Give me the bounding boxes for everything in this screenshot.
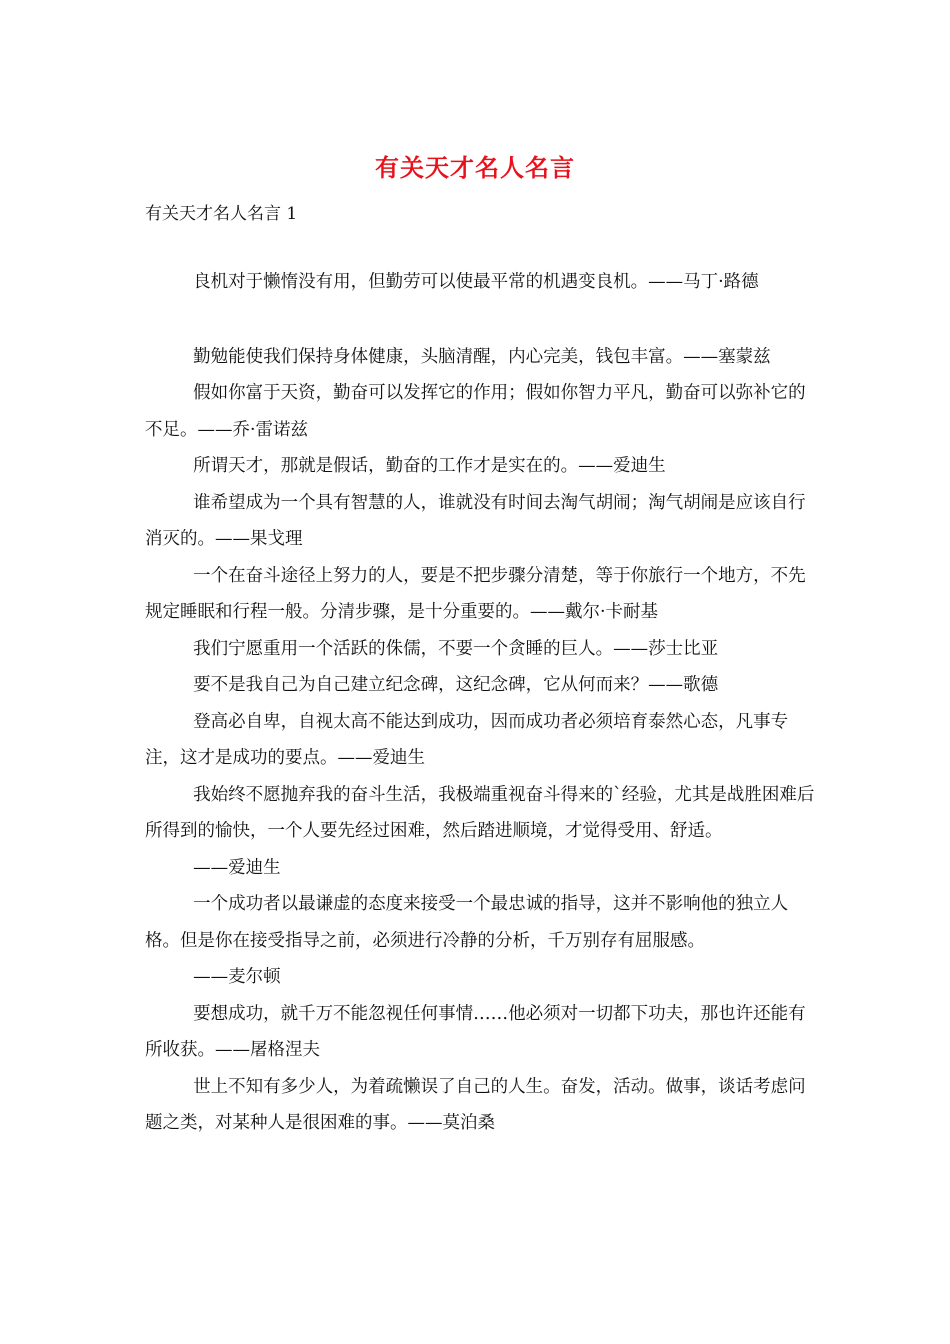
quote-paragraph: 谁希望成为一个具有智慧的人，谁就没有时间去淘气胡闹；淘气胡闹是应该自行消灭的。——果戈理 [145,492,806,549]
quote-paragraph: 我始终不愿抛弃我的奋斗生活，我极端重视奋斗得来的`经验，尤其是战胜困难后所得到的愉快，一个人要先经过困难，然后踏进顺境，才觉得受用、舒适。 [145,784,815,841]
paragraph-gap [145,301,815,339]
quote-paragraph: 登高必自卑，自视太高不能达到成功，因而成功者必须培育泰然心态，凡事专注，这才是成功的要点。——爱迪生 [145,711,789,768]
quote-paragraph: 所谓天才，那就是假话，勤奋的工作才是实在的。——爱迪生 [193,456,666,476]
quote-paragraph: 勤勉能使我们保持身体健康，头脑清醒，内心完美，钱包丰富。——塞蒙兹 [193,346,771,367]
document-subtitle: 有关天才名人名言 1 [145,204,298,224]
quote-attribution: ——爱迪生 [193,857,281,878]
quote-paragraph: 假如你富于天资，勤奋可以发挥它的作用；假如你智力平凡，勤奋可以弥补它的不足。——乔·雷诺兹 [145,383,806,440]
quote-paragraph: 世上不知有多少人，为着疏懒误了自己的人生。奋发，活动。做事，谈话考虑问题之类，对某种人是很困难的事。——莫泊桑 [145,1076,806,1133]
quote-paragraph: 要不是我自己为自己建立纪念碑，这纪念碑，它从何而来？——歌德 [193,675,719,695]
quote-list [145,264,815,1142]
document-title: 有关天才名人名言 [375,153,575,182]
quote-paragraph: 一个在奋斗途径上努力的人，要是不把步骤分清楚，等于你旅行一个地方，不先规定睡眠和行程一般。分清步骤，是十分重要的。——戴尔·卡耐基 [145,565,806,622]
quote-paragraph: 一个成功者以最谦虚的态度来接受一个最忠诚的指导，这并不影响他的独立人格。但是你在接受指导之前，必须进行冷静的分析，千万别存有屈服感。 [145,894,789,951]
quote-paragraph: 良机对于懒惰没有用，但勤劳可以使最平常的机遇变良机。——马丁·路德 [193,272,759,292]
quote-paragraph: 要想成功，就千万不能忽视任何事情……他必须对一切都下功夫，那也许还能有所收获。——屠格涅夫 [145,1003,806,1060]
quote-paragraph: 我们宁愿重用一个活跃的侏儒，不要一个贪睡的巨人。——莎士比亚 [193,638,719,659]
quote-attribution: ——麦尔顿 [193,967,281,987]
